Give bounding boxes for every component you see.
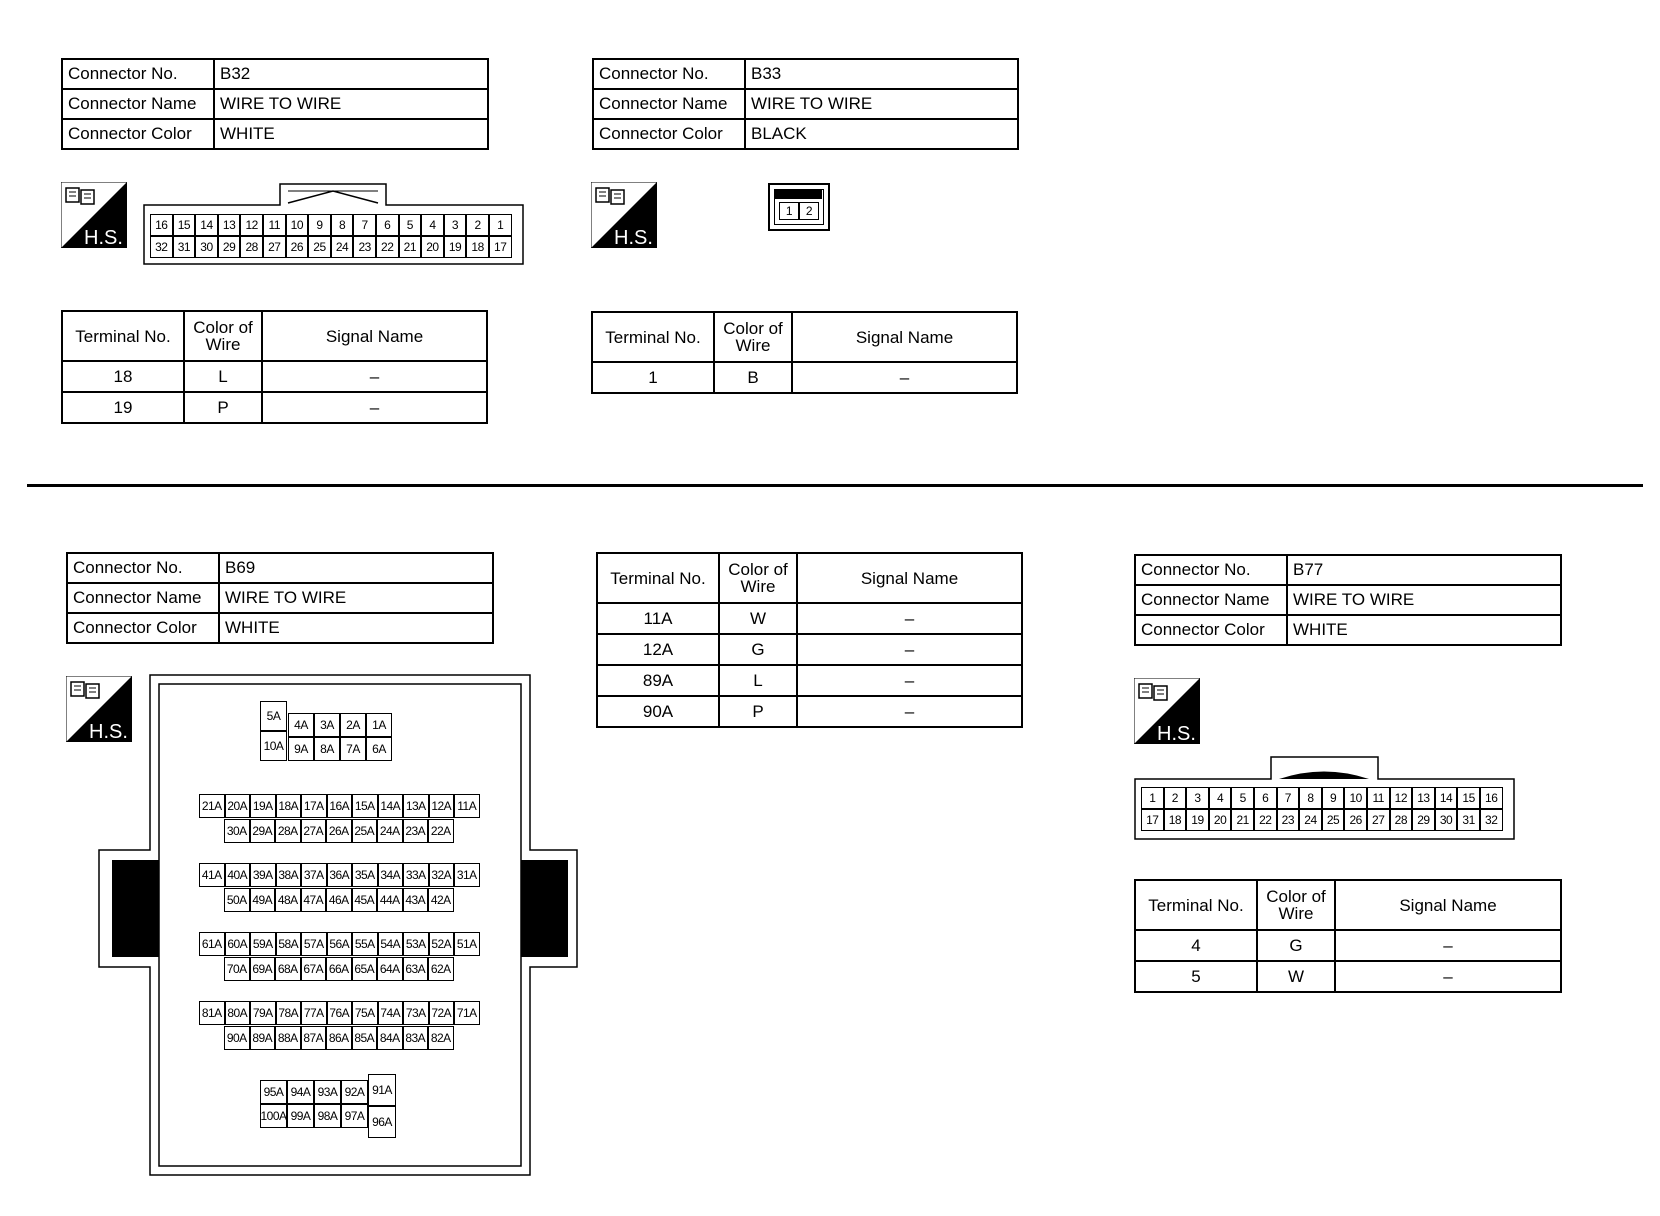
connector-color-label: Connector Color [593, 119, 745, 149]
connector-pin: 32 [150, 236, 173, 258]
connector-pin: 91A [368, 1074, 396, 1106]
connector-pin: 7 [353, 214, 376, 236]
connector-pin: 19 [444, 236, 467, 258]
connector-pin: 78A [276, 1001, 302, 1025]
connector-pin: 65A [352, 957, 378, 981]
connector-pin: 7A [340, 737, 366, 761]
connector-pin: 11 [263, 214, 286, 236]
connector-pin: 100A [260, 1104, 287, 1128]
table-row: 12A G – [597, 634, 1022, 665]
connector-pin: 16 [150, 214, 173, 236]
connector-pin: 77A [301, 1001, 327, 1025]
signal-name-header: Signal Name [1335, 880, 1561, 930]
connector-color-label: Connector Color [62, 119, 214, 149]
connector-pin: 8A [314, 737, 340, 761]
connector-pin: 7 [1277, 787, 1300, 809]
connector-pin: 14 [195, 214, 218, 236]
connector-pin: 16 [1480, 787, 1503, 809]
connector-pin: 71A [454, 1001, 480, 1025]
table-row: 4 G – [1135, 930, 1561, 961]
terminal-no-header: Terminal No. [597, 553, 719, 603]
connector-pin: 25 [308, 236, 331, 258]
connector-pin: 41A [199, 863, 225, 887]
table-row: 18 L – [62, 361, 487, 392]
connector-pin: 16A [327, 794, 353, 818]
connector-pin: 10 [1344, 787, 1367, 809]
connector-pin: 31 [173, 236, 196, 258]
connector-pin: 21 [399, 236, 422, 258]
connector-pin: 47A [301, 888, 327, 912]
connector-pin: 10 [286, 214, 309, 236]
connector-pin: 43A [403, 888, 429, 912]
connector-color-label: Connector Color [67, 613, 219, 643]
connector-pin: 23 [1277, 809, 1300, 831]
connector-pin: 70A [224, 957, 250, 981]
hs-badge-text: H.S. [89, 721, 128, 742]
color-of-wire-header: Color of Wire [1257, 880, 1335, 930]
b33-connector-face [768, 183, 830, 231]
connector-pin: 19 [1186, 809, 1209, 831]
connector-pin: 11 [1367, 787, 1390, 809]
connector-pin: 51A [454, 932, 480, 956]
connector-pin: 31 [1457, 809, 1480, 831]
connector-pin: 13 [218, 214, 241, 236]
connector-no-label: Connector No. [62, 59, 214, 89]
connector-pin: 26 [286, 236, 309, 258]
connector-pin: 29 [218, 236, 241, 258]
connector-pin: 9A [288, 737, 314, 761]
connector-pin: 52A [429, 932, 455, 956]
connector-pin: 80A [225, 1001, 251, 1025]
connector-pin: 14 [1435, 787, 1458, 809]
table-row: 1 B – [592, 362, 1017, 393]
b32-info-table [61, 58, 489, 150]
connector-pin: 45A [352, 888, 378, 912]
hs-badge-text: H.S. [1157, 723, 1196, 744]
connector-pin: 18 [1164, 809, 1187, 831]
connector-pin: 24 [331, 236, 354, 258]
terminal-no-header: Terminal No. [592, 312, 714, 362]
connector-pin: 53A [403, 932, 429, 956]
connector-pin: 76A [327, 1001, 353, 1025]
connector-name-label: Connector Name [67, 583, 219, 613]
connector-pin: 54A [378, 932, 404, 956]
b32-connector-face [143, 183, 524, 265]
table-row: 11A W – [597, 603, 1022, 634]
connector-pin: 66A [326, 957, 352, 981]
connector-pin: 1 [1141, 787, 1164, 809]
connector-pin: 5 [399, 214, 422, 236]
b33-info-table [592, 58, 1019, 150]
connector-pin: 84A [377, 1026, 403, 1050]
terminal-no-header: Terminal No. [1135, 880, 1257, 930]
connector-color-label: Connector Color [1135, 615, 1287, 645]
connector-pin: 3A [314, 713, 340, 737]
connector-pin: 46A [326, 888, 352, 912]
connector-pin: 20 [1209, 809, 1232, 831]
connector-pin: 21A [199, 794, 225, 818]
connector-pin: 85A [352, 1026, 378, 1050]
connector-pin: 27 [1367, 809, 1390, 831]
connector-pin: 17A [301, 794, 327, 818]
connector-color-value: WHITE [214, 119, 488, 149]
b77-connector-face [1134, 756, 1515, 840]
connector-name-value: WIRE TO WIRE [219, 583, 493, 613]
connector-pin: 38A [276, 863, 302, 887]
connector-pin: 4A [288, 713, 314, 737]
b69-info-table [66, 552, 494, 644]
connector-pin: 90A [224, 1026, 250, 1050]
connector-pin: 64A [377, 957, 403, 981]
color-of-wire-header: Color of Wire [714, 312, 792, 362]
connector-pin: 42A [428, 888, 454, 912]
connector-pin: 29 [1412, 809, 1435, 831]
connector-pin: 15 [173, 214, 196, 236]
connector-pin: 75A [352, 1001, 378, 1025]
connector-pin: 4 [1209, 787, 1232, 809]
connector-pin: 30 [195, 236, 218, 258]
connector-pin: 1A [366, 713, 392, 737]
connector-pin: 23 [353, 236, 376, 258]
connector-pin: 25 [1322, 809, 1345, 831]
connector-pin: 6 [1254, 787, 1277, 809]
connector-pin: 58A [276, 932, 302, 956]
connector-pin: 6 [376, 214, 399, 236]
connector-no-value: B69 [219, 553, 493, 583]
signal-name-header: Signal Name [262, 311, 487, 361]
terminal-no-header: Terminal No. [62, 311, 184, 361]
connector-pin: 28 [1390, 809, 1413, 831]
connector-name-value: WIRE TO WIRE [745, 89, 1018, 119]
connector-pin: 98A [314, 1104, 341, 1128]
connector-pin: 3 [444, 214, 467, 236]
connector-pin: 2 [799, 202, 819, 220]
connector-pin: 83A [403, 1026, 429, 1050]
connector-pin: 49A [250, 888, 276, 912]
connector-name-label: Connector Name [593, 89, 745, 119]
connector-pin: 9 [1322, 787, 1345, 809]
connector-pin: 13A [403, 794, 429, 818]
connector-pin: 32 [1480, 809, 1503, 831]
connector-no-value: B33 [745, 59, 1018, 89]
hs-icon [591, 182, 657, 248]
table-row: 5 W – [1135, 961, 1561, 992]
color-of-wire-header: Color of Wire [719, 553, 797, 603]
connector-pin: 55A [352, 932, 378, 956]
connector-pin: 96A [368, 1106, 396, 1138]
connector-pin: 23A [403, 819, 429, 843]
connector-pin: 18A [276, 794, 302, 818]
connector-pin: 22A [428, 819, 454, 843]
b33-terminal-table [591, 311, 1018, 394]
connector-pin: 37A [301, 863, 327, 887]
connector-pin: 81A [199, 1001, 225, 1025]
connector-color-value: WHITE [1287, 615, 1561, 645]
connector-pin: 88A [275, 1026, 301, 1050]
b77-info-table [1134, 554, 1562, 646]
connector-pin: 61A [199, 932, 225, 956]
connector-pin: 74A [378, 1001, 404, 1025]
connector-pin: 15A [352, 794, 378, 818]
connector-pin: 57A [301, 932, 327, 956]
connector-pin: 62A [428, 957, 454, 981]
signal-name-header: Signal Name [792, 312, 1017, 362]
connector-pin: 69A [250, 957, 276, 981]
connector-pin: 14A [378, 794, 404, 818]
connector-pin: 25A [352, 819, 378, 843]
connector-no-label: Connector No. [67, 553, 219, 583]
table-row: 90A P – [597, 696, 1022, 727]
connector-pin: 31A [454, 863, 480, 887]
hs-badge-text: H.S. [84, 227, 123, 248]
connector-pin: 4 [421, 214, 444, 236]
connector-pin: 94A [287, 1080, 314, 1104]
connector-pin: 2 [1164, 787, 1187, 809]
connector-pin: 28A [275, 819, 301, 843]
connector-pin: 9 [308, 214, 331, 236]
connector-pin: 63A [403, 957, 429, 981]
hs-badge-text: H.S. [614, 227, 653, 248]
connector-pin: 95A [260, 1080, 287, 1104]
connector-name-label: Connector Name [1135, 585, 1287, 615]
connector-pin: 6A [366, 737, 392, 761]
connector-pin: 50A [224, 888, 250, 912]
connector-pin: 1 [779, 202, 799, 220]
connector-pin: 3 [1186, 787, 1209, 809]
connector-pin: 2A [340, 713, 366, 737]
connector-pin: 89A [250, 1026, 276, 1050]
connector-no-label: Connector No. [1135, 555, 1287, 585]
connector-pin: 59A [250, 932, 276, 956]
b32-terminal-table [61, 310, 488, 424]
connector-pin: 17 [489, 236, 512, 258]
connector-pin: 68A [275, 957, 301, 981]
connector-pin: 67A [301, 957, 327, 981]
connector-color-value: WHITE [219, 613, 493, 643]
b69-connector-face [98, 674, 578, 1176]
connector-pin: 93A [314, 1080, 341, 1104]
connector-pin: 8 [331, 214, 354, 236]
connector-pin: 12 [240, 214, 263, 236]
connector-name-value: WIRE TO WIRE [214, 89, 488, 119]
connector-pin: 17 [1141, 809, 1164, 831]
connector-no-value: B32 [214, 59, 488, 89]
connector-pin: 28 [240, 236, 263, 258]
connector-pin: 5A [260, 701, 287, 731]
connector-name-label: Connector Name [62, 89, 214, 119]
connector-pin: 72A [429, 1001, 455, 1025]
connector-pin: 26A [326, 819, 352, 843]
connector-pin: 13 [1412, 787, 1435, 809]
section-divider [27, 484, 1643, 487]
connector-color-value: BLACK [745, 119, 1018, 149]
connector-pin: 15 [1457, 787, 1480, 809]
connector-pin: 82A [428, 1026, 454, 1050]
connector-pin: 97A [341, 1104, 368, 1128]
connector-pin: 39A [250, 863, 276, 887]
connector-pin: 12 [1390, 787, 1413, 809]
connector-pin: 22 [1254, 809, 1277, 831]
b77-terminal-table [1134, 879, 1562, 993]
color-of-wire-header: Color of Wire [184, 311, 262, 361]
connector-pin: 22 [376, 236, 399, 258]
connector-pin: 1 [489, 214, 512, 236]
connector-pin: 87A [301, 1026, 327, 1050]
connector-pin: 30 [1435, 809, 1458, 831]
connector-pin: 10A [260, 731, 287, 761]
connector-pin: 5 [1231, 787, 1254, 809]
connector-pin: 21 [1231, 809, 1254, 831]
connector-pin: 86A [326, 1026, 352, 1050]
connector-pin: 44A [377, 888, 403, 912]
connector-name-value: WIRE TO WIRE [1287, 585, 1561, 615]
connector-pin: 26 [1344, 809, 1367, 831]
connector-pin: 12A [429, 794, 455, 818]
connector-pin: 79A [250, 1001, 276, 1025]
connector-pin: 20 [421, 236, 444, 258]
connector-pin: 18 [466, 236, 489, 258]
connector-no-label: Connector No. [593, 59, 745, 89]
connector-pin: 27 [263, 236, 286, 258]
connector-no-value: B77 [1287, 555, 1561, 585]
connector-pin: 92A [341, 1080, 368, 1104]
connector-pin: 29A [250, 819, 276, 843]
hs-icon [1134, 678, 1200, 744]
connector-pin: 73A [403, 1001, 429, 1025]
connector-pin: 27A [301, 819, 327, 843]
connector-pin: 40A [225, 863, 251, 887]
connector-pin: 24 [1299, 809, 1322, 831]
connector-pin: 99A [287, 1104, 314, 1128]
signal-name-header: Signal Name [797, 553, 1022, 603]
connector-pin: 8 [1299, 787, 1322, 809]
connector-pin: 11A [454, 794, 480, 818]
hs-icon [61, 182, 127, 248]
connector-pin: 19A [250, 794, 276, 818]
connector-pin: 30A [224, 819, 250, 843]
connector-pin: 33A [403, 863, 429, 887]
connector-pin: 36A [327, 863, 353, 887]
connector-pin: 34A [378, 863, 404, 887]
table-row: 89A L – [597, 665, 1022, 696]
table-row: 19 P – [62, 392, 487, 423]
connector-pin: 24A [377, 819, 403, 843]
connector-pin: 32A [429, 863, 455, 887]
connector-pin: 20A [225, 794, 251, 818]
connector-pin: 60A [225, 932, 251, 956]
connector-pin: 48A [275, 888, 301, 912]
b69-terminal-table [596, 552, 1023, 728]
connector-pin: 56A [327, 932, 353, 956]
connector-pin: 35A [352, 863, 378, 887]
connector-pin: 2 [466, 214, 489, 236]
